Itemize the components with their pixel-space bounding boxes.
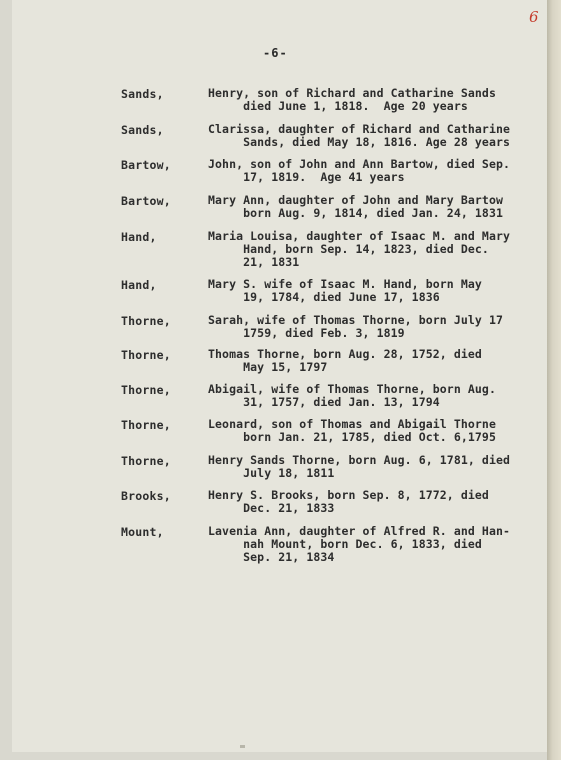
record-surname: Sands, xyxy=(121,123,164,137)
record-text: Thomas Thorne, born Aug. 28, 1752, died May 15, 1797 xyxy=(208,347,482,374)
record-surname: Thorne, xyxy=(121,314,171,328)
record-text: Mary S. wife of Isaac M. Hand, born May 19, 1784, died June 17, 1836 xyxy=(208,277,482,304)
record-surname: Thorne, xyxy=(121,454,171,468)
record-surname: Thorne, xyxy=(121,383,171,397)
record-text: Maria Louisa, daughter of Isaac M. and Mary Hand, born Sep. 14, 1823, died Dec. 21, 1831 xyxy=(208,229,511,269)
record-surname: Thorne, xyxy=(121,348,171,362)
record-surname: Thorne, xyxy=(121,418,171,432)
record-text: Sarah, wife of Thomas Thorne, born July 17 1759, died Feb. 3, 1819 xyxy=(208,313,503,340)
record-surname: Sands, xyxy=(121,87,164,101)
record-text: Clarissa, daughter of Richard and Catharine Sands, died May 18, 1816. Age 28 years xyxy=(208,122,511,149)
record-text: Henry S. Brooks, born Sep. 8, 1772, died Dec. 21, 1833 xyxy=(208,488,489,515)
paper-blemish xyxy=(240,745,245,748)
record-text: Henry, son of Richard and Catharine Sands died June 1, 1818. Age 20 years xyxy=(208,86,496,113)
corner-page-mark: 6 xyxy=(529,8,539,26)
record-surname: Bartow, xyxy=(121,158,171,172)
record-text: Leonard, son of Thomas and Abigail Thorne born Jan. 21, 1785, died Oct. 6,1795 xyxy=(208,417,496,444)
record-surname: Hand, xyxy=(121,278,157,292)
record-surname: Hand, xyxy=(121,230,157,244)
record-text: John, son of John and Ann Bartow, died Sep. 17, 1819. Age 41 years xyxy=(208,157,511,184)
record-surname: Brooks, xyxy=(121,489,171,503)
record-surname: Bartow, xyxy=(121,194,171,208)
record-surname: Mount, xyxy=(121,525,164,539)
record-text: Mary Ann, daughter of John and Mary Bartow born Aug. 9, 1814, died Jan. 24, 1831 xyxy=(208,193,503,220)
record-text: Abigail, wife of Thomas Thorne, born Aug. 31, 1757, died Jan. 13, 1794 xyxy=(208,382,496,409)
record-text: Lavenia Ann, daughter of Alfred R. and Han- nah Mount, born Dec. 6, 1833, died Sep. 21, 1834 xyxy=(208,524,511,564)
page-number: -6- xyxy=(263,46,288,60)
page-edge-shadow xyxy=(547,0,561,760)
record-text: Henry Sands Thorne, born Aug. 6, 1781, died July 18, 1811 xyxy=(208,453,511,480)
